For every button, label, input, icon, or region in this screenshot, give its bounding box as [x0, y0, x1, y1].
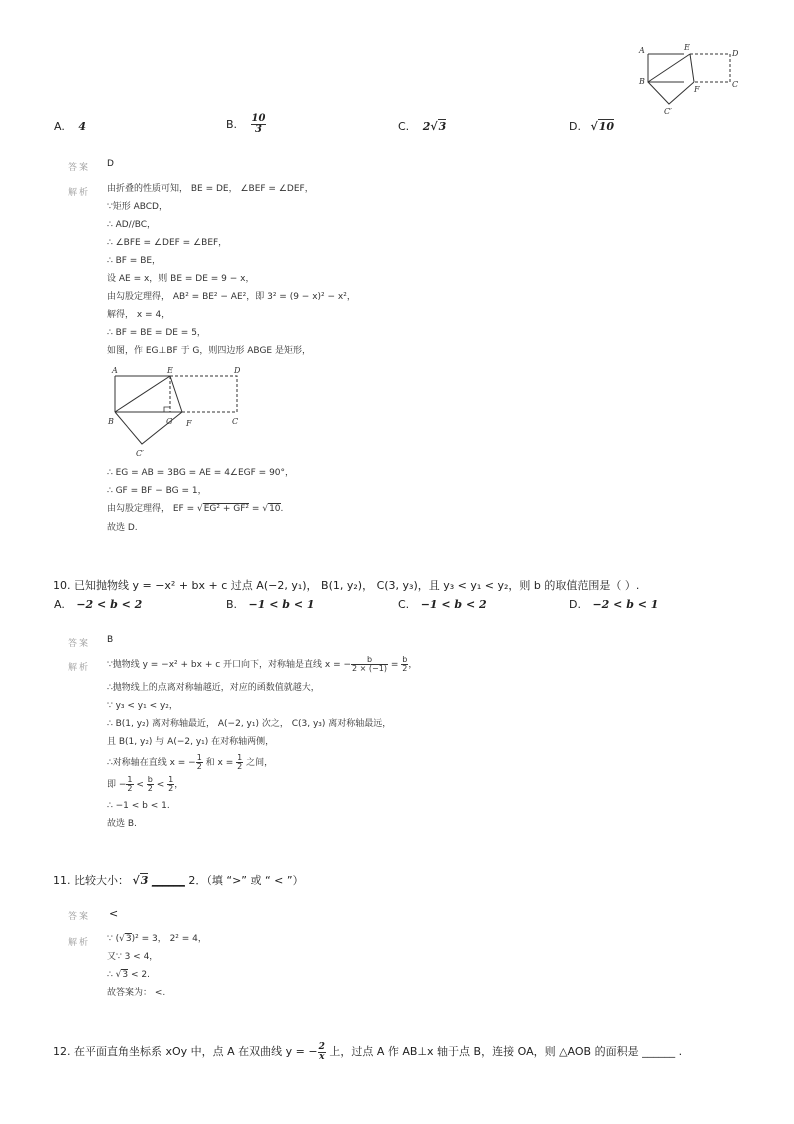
top-label-e: E — [684, 43, 690, 52]
q9-line: 如图，作 EG⊥BF 于 G，则四边形 ABGE 是矩形， — [107, 346, 311, 356]
q12-stem: 12. 在平面直角坐标系 xOy 中，点 A 在双曲线 y = − $\frac{2}{x}$ 上，过点 A 作 AB⊥x 轴于点 B，连接 OA，则 △AOB 的面积是 ______ . — [53, 1041, 683, 1062]
q9-line: ∴ EG = AB = 3BG = AE = 4∠EGF = 90°， — [107, 468, 295, 478]
q11-line-1: ∵ (√3)² = 3， 2² = 4， — [107, 934, 207, 944]
sol-label-c: C — [232, 417, 239, 426]
q11-blank[interactable]: ______ — [151, 874, 185, 887]
top-label-a: A — [639, 46, 645, 55]
q9-analysis-lines-after — [107, 464, 294, 500]
q10-answer: B — [107, 635, 114, 645]
sol-label-a: A — [112, 366, 118, 375]
q9-analysis-tag: 解析 — [68, 188, 91, 198]
q9-line: 设 AE = x，则 BE = DE = 9 − x， — [107, 274, 255, 284]
q9-line: 由折叠的性质可知， BE = DE， ∠BEF = ∠DEF， — [107, 184, 314, 194]
sol-label-d: D — [234, 366, 241, 375]
q11-analysis-lines — [107, 930, 207, 1002]
q10-answer-tag: 答案 — [68, 639, 91, 649]
q10-option-b[interactable]: B. −1 < b < 1 — [226, 598, 315, 611]
q9-line: ∴ BF = BE， — [107, 256, 162, 266]
q10-line-8: ∴ −1 < b < 1. — [107, 801, 170, 811]
top-figure — [632, 40, 742, 118]
top-label-c-prime: C′ — [664, 107, 672, 116]
q10-line: 且 B(1, y₂) 与 A(−2, y₁) 在对称轴两侧， — [107, 737, 275, 747]
top-label-b: B — [639, 77, 645, 86]
q9-line: 由勾股定理得， AB² = BE² − AE²，即 3² = (9 − x)² − x²， — [107, 292, 356, 302]
sol-label-f: F — [186, 419, 192, 428]
top-label-f: F — [694, 85, 700, 94]
q9-b-denominator: 3 — [255, 124, 262, 135]
q9-line: ∵矩形 ABCD， — [107, 202, 168, 212]
q10-option-a[interactable]: A. −2 < b < 2 — [54, 598, 143, 611]
q10-line: ∴抛物线上的点离对称轴越近，对应的函数值就越大， — [107, 683, 320, 693]
q10-analysis-tag: 解析 — [68, 663, 91, 673]
q9-b-numerator: 10 — [251, 113, 266, 124]
q11-answer-tag: 答案 — [68, 912, 91, 922]
top-label-d: D — [732, 49, 739, 58]
sol-label-e: E — [167, 366, 173, 375]
q9-line: ∴ AD//BC， — [107, 220, 157, 230]
q9-answer: D — [107, 159, 114, 169]
q9-line: ∴ BF = BE = DE = 5， — [107, 328, 206, 338]
q11-stem: 11. 比较大小： √3 ______ 2．（填 “>” 或 “ < ”） — [53, 874, 304, 887]
q9-ef-line: 由勾股定理得， EF = √EG² + GF² = √10. — [107, 504, 284, 514]
q10-line-7: 即 − $\frac{1}{2}$ < $\frac{b}{2}$ < $\frac{1}{2}$ ， — [107, 775, 184, 793]
q9-option-a[interactable]: A. 4 — [54, 120, 86, 133]
q11-line-3: ∴ √3 < 2. — [107, 970, 150, 980]
q10-option-d[interactable]: D. −2 < b < 1 — [569, 598, 659, 611]
solution-figure — [106, 364, 246, 462]
q10-line: ∵ y₃ < y₁ < y₂， — [107, 701, 178, 711]
q11-line-4: 故答案为： <. — [107, 988, 166, 998]
q9-line: ∴ ∠BFE = ∠DEF = ∠BEF， — [107, 238, 228, 248]
sol-label-g: G — [166, 417, 173, 426]
top-label-c: C — [732, 80, 739, 89]
q9-conclusion: 故选 D. — [107, 523, 138, 533]
q11-line-2: 又∵ 3 < 4， — [107, 952, 159, 962]
q11-analysis-tag: 解析 — [68, 938, 91, 948]
q9-option-b[interactable]: B. $\frac{10}{3}$ — [226, 113, 266, 135]
q9-line: ∴ GF = BF − BG = 1， — [107, 486, 207, 496]
q9-analysis-lines — [107, 180, 356, 360]
q9-option-c[interactable]: C. 2√3 — [398, 120, 447, 133]
q10-option-c[interactable]: C. −1 < b < 2 — [398, 598, 487, 611]
sol-label-b: B — [108, 417, 114, 426]
q9-answer-tag: 答案 — [68, 163, 91, 173]
q10-line: ∴ B(1, y₂) 离对称轴最近， A(−2, y₁) 次之， C(3, y₃) 离对称轴最远， — [107, 719, 392, 729]
q11-answer: < — [109, 907, 119, 920]
q10-line-9: 故选 B. — [107, 819, 137, 829]
q10-analysis-lines — [107, 679, 391, 751]
q10-line-6: ∴对称轴在直线 x = − $\frac{1}{2}$ 和 x = $\frac{1}{2}$ 之间， — [107, 753, 274, 771]
q9-option-d[interactable]: D. √10 — [569, 120, 615, 133]
q10-line-1: ∵抛物线 y = −x² + bx + c 开口向下，对称轴是直线 x = − $\frac{b}{2 \times (-1)}$ = $\frac{b}{2}$ ， — [107, 655, 418, 673]
sol-label-c-prime: C′ — [136, 449, 144, 458]
q9-line: 解得， x = 4， — [107, 310, 171, 320]
q10-stem: 10. 已知抛物线 y = −x² + bx + c 过点 A(−2, y₁)， B(1, y₂)， C(3, y₃)，且 y₃ < y₁ < y₂，则 b 的取值范围是（ ）. — [53, 579, 640, 592]
